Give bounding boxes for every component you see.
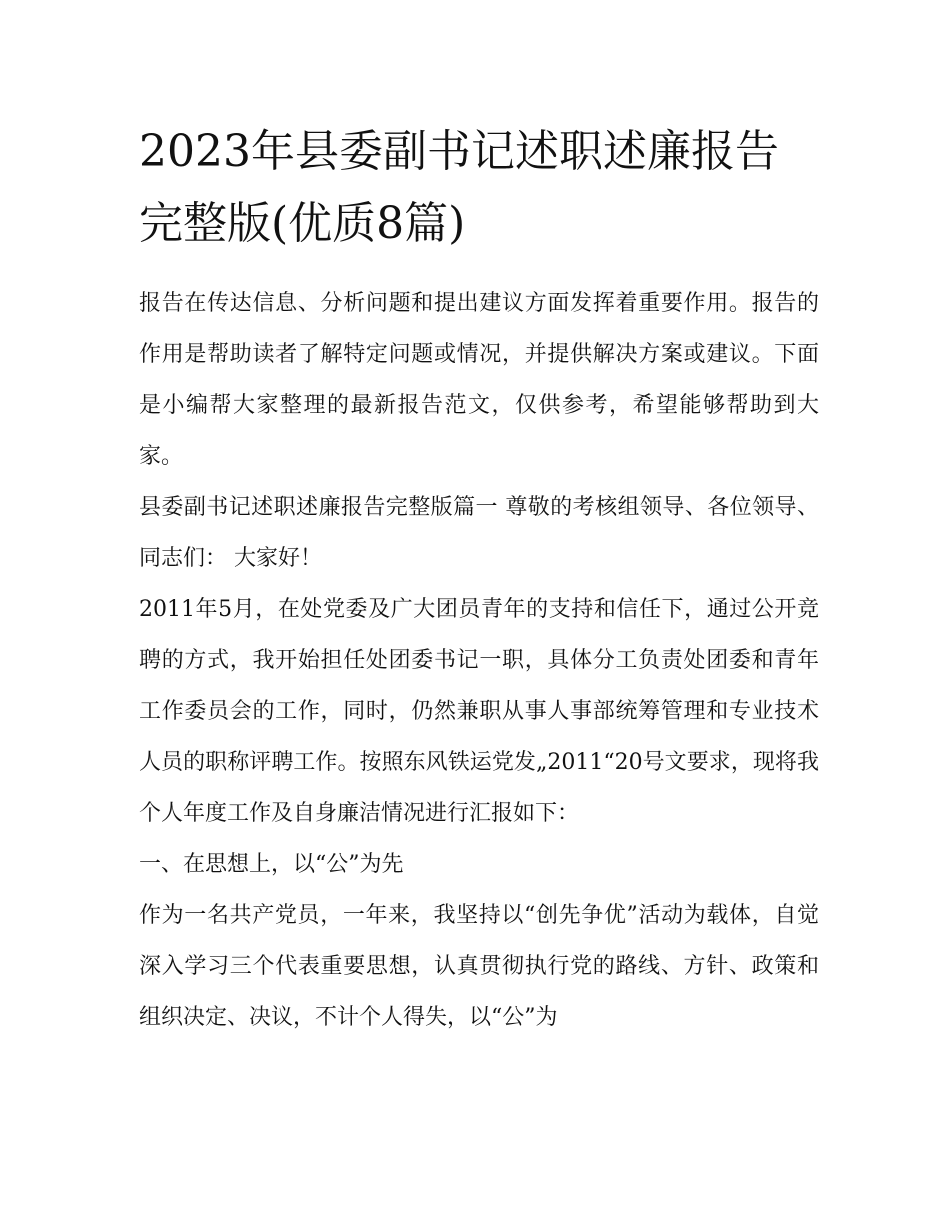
paragraph-background: 2011年5月，在处党委及广大团员青年的支持和信任下，通过公开竞聘的方式，我开始担任处团委书记一职，具体分工负责处团委和青年工作委员会的工作，同时，仍然兼职从事人事部统筹管理和专业技术人员的职称评聘工作。按照东风铁运党发„2011“20号文要求，现将我个人年度工作及自身廉洁情况进行汇报如下： [139,597,819,826]
paragraph-intro: 报告在传达信息、分析问题和提出建议方面发挥着重要作用。报告的作用是帮助读者了解特定问题或情况，并提供解决方案或建议。下面是小编帮大家整理的最新报告范文，仅供参考，希望能够帮助到大家。 [139,291,819,469]
section-heading-1: 一、在思想上，以“公”为先 [139,852,404,877]
document-body [139,278,819,1043]
document-title: 2023年县委副书记述职述廉报告完整版(优质8篇) [139,126,779,249]
paragraph-section-1: 作为一名共产党员，一年来，我坚持以“创先争优”活动为载体，自觉深入学习三个代表重要思想，认真贯彻执行党的路线、方针、政策和组织决定、决议，不计个人得失，以“公”为 [139,903,819,1030]
paragraph-greeting: 县委副书记述职述廉报告完整版篇一 尊敬的考核组领导、各位领导、同志们： 大家好！ [139,495,819,571]
